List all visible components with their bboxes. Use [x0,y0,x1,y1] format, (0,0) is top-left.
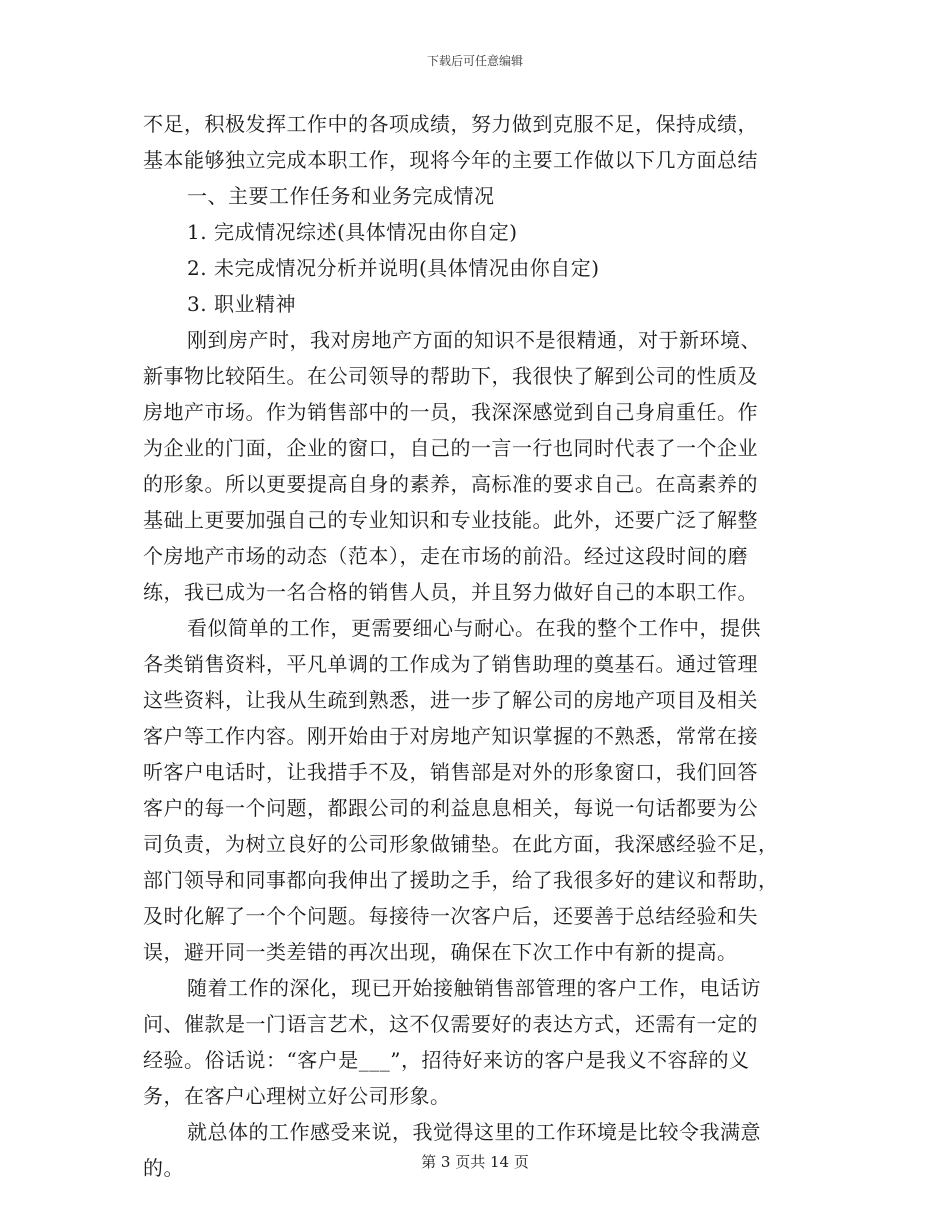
page-header: 下载后可任意编辑 [426,54,523,68]
section-heading: 一、主要工作任务和业务完成情况 [187,184,495,208]
text-line: 的形象。所以更要提高自身的素养，高标准的要求自己。在高素养的 [143,472,758,496]
list-item: 1. 完成情况综述(具体情况由你自定) [187,220,518,244]
text-line: 听客户电话时，让我措手不及，销售部是对外的形象窗口，我们回答 [143,760,758,784]
paragraph-start: 刚到房产时，我对房地产方面的知识不是很精通，对于新环境、 [187,328,761,352]
text-line: 务，在客户心理树立好公司形象。 [143,1084,451,1108]
text-line: 的。 [143,1156,184,1180]
text-line: 部门领导和同事都向我伸出了援助之手，给了我很多好的建议和帮助， [143,868,779,892]
text-line: 练，我已成为一名合格的销售人员，并且努力做好自己的本职工作。 [143,580,758,604]
text-line: 客户的每一个问题，都跟公司的利益息息相关，每说一句话都要为公 [143,796,758,820]
paragraph-start: 看似简单的工作，更需要细心与耐心。在我的整个工作中，提供 [187,616,761,640]
text-line: 不足，积极发挥工作中的各项成绩，努力做到克服不足，保持成绩， [143,112,758,136]
text-line: 这些资料，让我从生疏到熟悉，进一步了解公司的房地产项目及相关 [143,688,758,712]
text-line: 房地产市场。作为销售部中的一员，我深深感觉到自己身肩重任。作 [143,400,758,424]
document-body [143,106,803,1186]
text-line: 问、催款是一门语言艺术，这不仅需要好的表达方式，还需有一定的 [143,1012,758,1036]
list-item: 2. 未完成情况分析并说明(具体情况由你自定) [187,256,600,280]
text-line: 个房地产市场的动态（范本），走在市场的前沿。经过这段时间的磨 [143,544,748,568]
page-footer: 第 3 页共 14 页 [421,1153,529,1171]
list-item: 3. 职业精神 [187,292,296,316]
text-line: 基本能够独立完成本职工作，现将今年的主要工作做以下几方面总结 [143,148,758,172]
text-line: 各类销售资料，平凡单调的工作成为了销售助理的奠基石。通过管理 [143,652,758,676]
text-line: 为企业的门面，企业的窗口，自己的一言一行也同时代表了一个企业 [143,436,758,460]
text-line: 经验。俗话说：“客户是___”，招待好来访的客户是我义不容辞的义 [143,1048,750,1072]
paragraph-start: 随着工作的深化，现已开始接触销售部管理的客户工作，电话访 [187,976,761,1000]
text-line: 新事物比较陌生。在公司领导的帮助下，我很快了解到公司的性质及 [143,364,758,388]
text-line: 误，避开同一类差错的再次出现，确保在下次工作中有新的提高。 [143,940,738,964]
paragraph-start: 就总体的工作感受来说，我觉得这里的工作环境是比较令我满意 [187,1120,761,1144]
text-line: 基础上更要加强自己的专业知识和专业技能。此外，还要广泛了解整 [143,508,758,532]
text-line: 客户等工作内容。刚开始由于对房地产知识掌握的不熟悉，常常在接 [143,724,758,748]
text-line: 司负责，为树立良好的公司形象做铺垫。在此方面，我深感经验不足， [143,832,779,856]
text-line: 及时化解了一个个问题。每接待一次客户后，还要善于总结经验和失 [143,904,758,928]
